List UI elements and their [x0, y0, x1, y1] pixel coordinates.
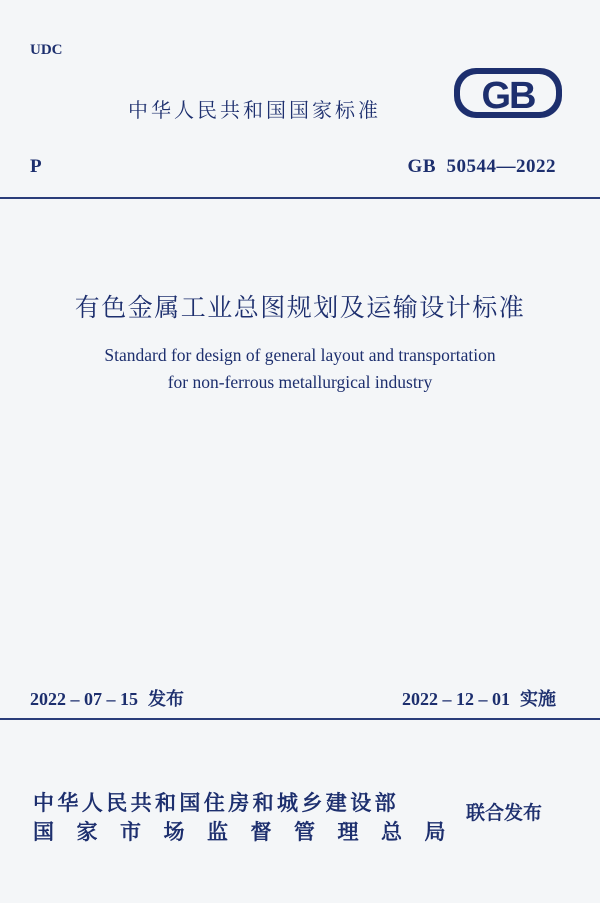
implement-label: 实施 — [520, 689, 556, 710]
title-english-line2: for non-ferrous metallurgical industry — [167, 372, 433, 392]
title-chinese: 有色金属工业总图规划及运输设计标准 — [74, 293, 526, 322]
issue-date-block — [30, 685, 184, 711]
national-standard-heading: 中华人民共和国国家标准 — [128, 98, 381, 122]
publisher-line1: 中华人民共和国住房和城乡建设部 — [33, 791, 399, 815]
issue-label: 发布 — [148, 689, 184, 710]
gb-logo — [452, 66, 564, 120]
implement-date-block — [402, 685, 556, 711]
issue-date: 2022 – 07 – 15 — [30, 689, 138, 709]
udc-label: UDC — [30, 42, 63, 58]
classification-code: P — [30, 156, 42, 177]
divider-bottom — [0, 718, 600, 720]
divider-top — [0, 197, 600, 199]
implement-date: 2022 – 12 – 01 — [402, 689, 510, 709]
publisher-line2: 国家市场监督管理总局 — [33, 820, 468, 844]
title-english-line1: Standard for design of general layout and transportation — [104, 345, 496, 365]
joint-issue-label: 联合发布 — [466, 802, 543, 824]
gb-logo-text: GB — [481, 75, 535, 117]
standard-number: GB 50544—2022 — [407, 156, 556, 177]
